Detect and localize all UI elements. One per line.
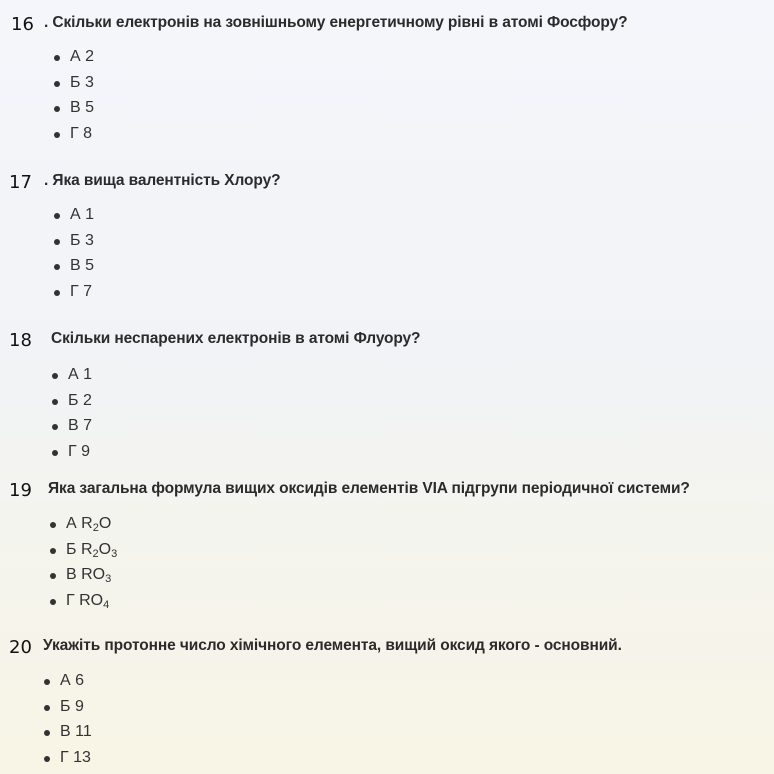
option-label: А xyxy=(60,672,71,689)
bullet-icon xyxy=(52,399,58,405)
option-formula xyxy=(81,566,111,583)
question-header xyxy=(0,635,774,659)
option-label: В xyxy=(68,417,79,434)
bullet-icon xyxy=(54,132,60,138)
question-number: 19 xyxy=(9,480,32,501)
bullet-icon xyxy=(44,679,50,685)
bullet-icon xyxy=(54,106,60,112)
question-text: Яка загальна формула вищих оксидів елементів VIA підгрупи періодичної системи? xyxy=(48,480,690,497)
formula-subscript: 2 xyxy=(92,522,99,534)
option-value: 5 xyxy=(85,257,95,274)
bullet-icon xyxy=(52,450,58,456)
option-formula xyxy=(81,515,111,532)
formula-text: O xyxy=(98,540,112,558)
bullet-icon xyxy=(54,213,60,219)
bullet-icon xyxy=(54,264,60,270)
option-formula xyxy=(79,592,109,609)
option-value: 9 xyxy=(74,697,84,715)
option-label: А xyxy=(66,515,77,532)
formula-text: O xyxy=(98,515,112,532)
question-header xyxy=(0,170,774,194)
option-value: 1 xyxy=(83,366,93,383)
option-value: 1 xyxy=(85,206,95,223)
bullet-icon xyxy=(44,705,50,711)
question-18 xyxy=(0,328,774,460)
bullet-icon xyxy=(50,573,56,579)
question-header xyxy=(0,478,774,502)
bullet-icon xyxy=(44,756,50,762)
option-label: Г xyxy=(60,748,69,766)
bullet-icon xyxy=(52,424,58,430)
bullet-icon xyxy=(50,522,56,528)
bullet-icon xyxy=(50,548,56,554)
option-label: А xyxy=(68,366,79,383)
option-label: Б xyxy=(68,391,79,409)
question-text: Укажіть протонне число хімічного елемента, вищий оксид якого - основний. xyxy=(43,637,622,654)
bullet-icon xyxy=(54,239,60,245)
option-value: 3 xyxy=(84,231,94,249)
option-label: Б xyxy=(70,231,81,249)
option-value: 11 xyxy=(75,723,92,740)
option-value: 2 xyxy=(85,48,95,65)
option-label: А xyxy=(70,206,81,223)
option-label: В xyxy=(66,566,77,583)
option-value: 6 xyxy=(75,672,85,689)
option-label: Г xyxy=(68,442,77,460)
option-value: 5 xyxy=(85,99,95,116)
option-label: Б xyxy=(70,73,81,91)
question-16 xyxy=(0,12,774,142)
formula-subscript: 3 xyxy=(105,573,112,585)
bullet-icon xyxy=(54,290,60,296)
option-value: 2 xyxy=(82,391,92,409)
question-number: 17 xyxy=(9,172,32,193)
option-value: 3 xyxy=(84,73,94,91)
option-label: Г xyxy=(70,282,79,300)
question-17 xyxy=(0,170,774,300)
option-value: 8 xyxy=(83,124,93,142)
formula-text: RO xyxy=(81,566,106,583)
bullet-icon xyxy=(50,599,56,605)
question-text: . Яка вища валентність Хлору? xyxy=(44,172,281,189)
option-label: Г xyxy=(66,591,75,609)
option-value: 9 xyxy=(81,442,91,460)
question-20 xyxy=(0,635,774,766)
formula-subscript: 3 xyxy=(111,547,118,560)
bullet-icon xyxy=(54,81,60,87)
formula-text: R xyxy=(81,515,93,532)
bullet-icon xyxy=(54,55,60,61)
formula-subscript: 2 xyxy=(92,547,99,560)
question-number: 16 xyxy=(11,14,34,35)
option-value: 7 xyxy=(83,282,93,300)
option-label: А xyxy=(70,48,81,65)
option-label: Б xyxy=(66,540,77,558)
question-number: 18 xyxy=(9,330,32,351)
option-label: Г xyxy=(70,124,79,142)
option-label: В xyxy=(60,723,71,740)
question-header xyxy=(0,328,774,352)
option-value: 13 xyxy=(73,748,91,766)
question-text: . Скільки електронів на зовнішньому енергетичному рівні в атомі Фосфору? xyxy=(44,14,628,31)
question-header xyxy=(0,12,774,36)
question-text: Скільки неспарених електронів в атомі Флуору? xyxy=(51,330,421,347)
formula-subscript: 4 xyxy=(103,598,110,611)
option-value: 7 xyxy=(83,417,93,434)
question-19 xyxy=(0,478,774,611)
formula-text: RO xyxy=(79,591,104,609)
option-formula xyxy=(81,541,117,558)
formula-text: R xyxy=(80,540,93,558)
bullet-icon xyxy=(52,373,58,379)
question-number: 20 xyxy=(9,637,32,658)
bullet-icon xyxy=(44,730,50,736)
option-label: В xyxy=(70,257,81,274)
option-label: В xyxy=(70,99,81,116)
option-label: Б xyxy=(60,697,71,715)
